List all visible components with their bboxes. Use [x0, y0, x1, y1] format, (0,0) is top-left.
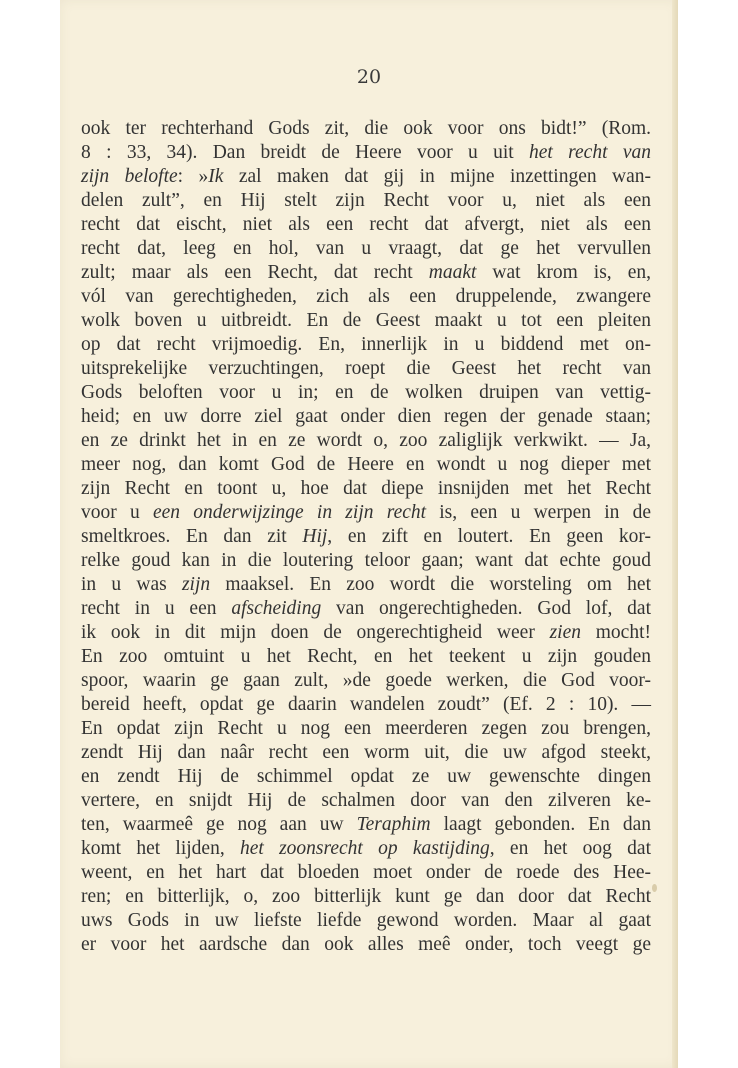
text-line [81, 165, 651, 189]
text-segment: En opdat zijn Recht u nog een meerderen zegen zou brengen, [81, 718, 651, 739]
text-segment: in u was [81, 574, 182, 595]
text-line [81, 453, 651, 477]
text-segment: er voor het aardsche dan ook alles meê onder, toch veegt ge [81, 934, 651, 955]
text-segment: ten, waarmeê ge nog aan uw [81, 814, 357, 835]
text-segment: uws Gods in uw liefste liefde gewond worden. Maar al gaat [81, 910, 651, 931]
text-segment: recht dat eischt, niet als een recht dat afvergt, niet als een [81, 214, 651, 235]
text-segment: delen zult”, en Hij stelt zijn Recht voor u, niet als een [81, 190, 651, 211]
text-line [81, 525, 651, 549]
text-segment: wolk boven u uitbreidt. En de Geest maakt u tot een pleiten [81, 310, 651, 331]
text-segment: meer nog, dan komt God de Heere en wondt u nog dieper met [81, 454, 651, 475]
italic-text-segment: het recht van [529, 142, 651, 163]
text-segment: spoor, waarin ge gaan zult, »de goede werken, die God voor- [81, 670, 651, 691]
text-line [81, 477, 651, 501]
body-text [81, 117, 651, 957]
italic-text-segment: het zoonsrecht op kastijding [239, 838, 490, 859]
text-line [81, 693, 651, 717]
text-line [81, 405, 651, 429]
text-segment: bereid heeft, opdat ge daarin wandelen zoudt” (Ef. 2 : 10). — [81, 694, 651, 715]
text-line [81, 381, 651, 405]
text-segment: vertere, en snijdt Hij de schalmen door van den zilveren ke- [81, 790, 651, 811]
text-line [81, 717, 651, 741]
text-line [81, 549, 651, 573]
italic-text-segment: zien [549, 622, 581, 643]
text-segment: relke goud kan in die loutering teloor gaan; want dat echte goud [81, 550, 651, 571]
text-line [81, 861, 651, 885]
text-segment: zult; maar als een Recht, dat recht [81, 262, 429, 283]
text-segment: ren; en bitterlijk, o, zoo bitterlijk kunt ge dan door dat Recht [81, 886, 651, 907]
text-line [81, 501, 651, 525]
text-line [81, 141, 651, 165]
italic-text-segment: Teraphim [356, 814, 431, 835]
text-segment: zal maken dat gij in mijne inzettingen wan- [223, 166, 652, 187]
text-line [81, 117, 651, 141]
italic-text-segment: maakt [428, 262, 477, 283]
text-segment: , en zift en loutert. En geen kor- [327, 526, 651, 547]
italic-text-segment: een onderwijzinge in zijn recht [152, 502, 427, 523]
text-line [81, 189, 651, 213]
book-page [60, 0, 678, 1068]
text-segment: recht in u een [81, 598, 232, 619]
text-line [81, 669, 651, 693]
text-segment: En zoo omtuint u het Recht, en het teekent u zijn gouden [81, 646, 651, 667]
text-segment: op dat recht vrijmoedig. En, innerlijk in u biddend met on- [81, 334, 651, 355]
text-line [81, 765, 651, 789]
text-segment: zijn Recht en toont u, hoe dat diepe insnijden met het Recht [81, 478, 651, 499]
italic-text-segment: afscheiding [231, 598, 322, 619]
text-segment: , en het oog dat [489, 838, 651, 859]
text-segment: heid; en uw dorre ziel gaat onder dien regen der genade staan; [81, 406, 651, 427]
text-line [81, 909, 651, 933]
text-segment: en zendt Hij de schimmel opdat ze uw gewenschte dingen [81, 766, 651, 787]
text-segment: weent, en het hart dat bloeden moet onder de roede des Hee- [81, 862, 651, 883]
text-line [81, 837, 651, 861]
text-line [81, 573, 651, 597]
text-line [81, 597, 651, 621]
text-line [81, 333, 651, 357]
text-segment: ik ook in dit mijn doen de ongerechtigheid weer [81, 622, 550, 643]
page-number: 20 [356, 66, 382, 88]
text-segment: smeltkroes. En dan zit [81, 526, 303, 547]
text-line [81, 789, 651, 813]
text-segment: komt het lijden, [81, 838, 240, 859]
page-edge [672, 0, 678, 1068]
text-segment: wat krom is, en, [476, 262, 651, 283]
text-segment: maaksel. En zoo wordt die worsteling om het [210, 574, 651, 595]
text-line [81, 429, 651, 453]
text-line [81, 933, 651, 957]
italic-text-segment: zijn [181, 574, 211, 595]
text-line [81, 741, 651, 765]
text-line [81, 885, 651, 909]
text-line [81, 213, 651, 237]
text-line [81, 285, 651, 309]
text-segment: : » [177, 166, 209, 187]
text-segment: Gods beloften voor u in; en de wolken druipen van vettig- [81, 382, 651, 403]
text-line [81, 645, 651, 669]
text-segment: en ze drinkt het in en ze wordt o, zoo zaliglijk verkwikt. — Ja, [81, 430, 651, 451]
text-segment: recht dat, leeg en hol, van u vraagt, dat ge het vervullen [81, 238, 651, 259]
paper-speck [652, 884, 657, 892]
text-segment: vól van gerechtigheden, zich als een druppelende, zwangere [81, 286, 651, 307]
italic-text-segment: Ik [208, 166, 224, 187]
text-segment: uitsprekelijke verzuchtingen, roept die Geest het recht van [81, 358, 651, 379]
italic-text-segment: Hij [302, 526, 328, 547]
text-line [81, 261, 651, 285]
text-segment: ook ter rechterhand Gods zit, die ook voor ons bidt!” (Rom. [81, 118, 651, 139]
text-segment: van ongerechtigheden. God lof, dat [321, 598, 651, 619]
text-segment: laagt gebonden. En dan [430, 814, 651, 835]
text-segment: is, een u werpen in de [426, 502, 651, 523]
text-line [81, 237, 651, 261]
text-segment: voor u [81, 502, 153, 523]
text-line [81, 309, 651, 333]
italic-text-segment: zijn belofte [81, 166, 178, 187]
text-line [81, 357, 651, 381]
text-line [81, 621, 651, 645]
text-segment: zendt Hij dan naâr recht een worm uit, die uw afgod steekt, [81, 742, 651, 763]
text-segment: mocht! [581, 622, 651, 643]
text-line [81, 813, 651, 837]
text-segment: 8 : 33, 34). Dan breidt de Heere voor u uit [81, 142, 530, 163]
